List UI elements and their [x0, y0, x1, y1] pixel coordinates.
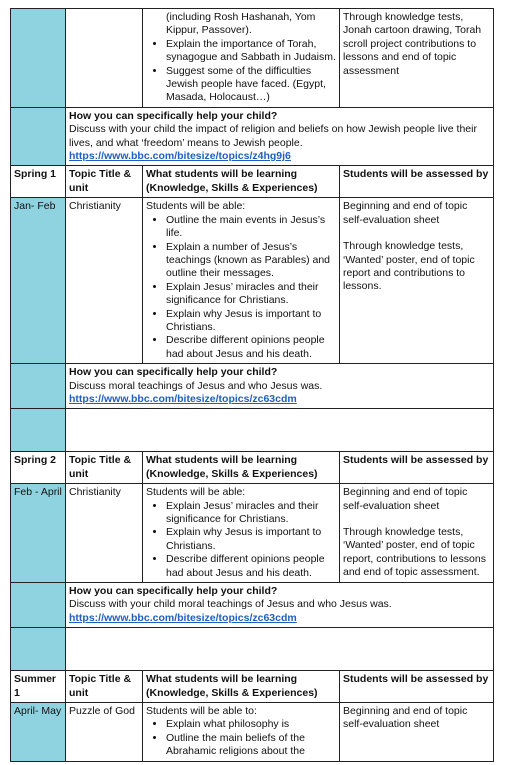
list-item: • Explain a number of Jesus’s teachings (known as Parables) and outline their messages. [166, 241, 336, 281]
assessed-cell [340, 198, 494, 364]
topic-header: Topic Title & unit [66, 166, 143, 198]
assessed-text: Beginning and end of topic self-evaluation sheet [343, 486, 468, 512]
learning-intro: Students will be able to: [146, 705, 257, 718]
list-item: • Explain Jesus’ miracles and their significance for Christians. [166, 500, 336, 527]
list-item: • Explain the importance of Torah, synagogue and Sabbath in Judaism. [166, 38, 336, 65]
learning-cell [143, 9, 340, 108]
learning-cell [143, 198, 340, 364]
spacer-row [11, 628, 494, 671]
list-item: • Describe different opinions people had about Jesus and his death. [166, 334, 336, 361]
side-cell [11, 364, 66, 409]
assessed-header: Students will be assessed by [340, 452, 494, 484]
help-title: How you can specifically help your child? [69, 585, 278, 598]
help-title: How you can specifically help your child? [69, 366, 278, 379]
section-content-row [11, 703, 494, 762]
learning-header: What students will be learning (Knowledge, Skills & Experiences) [143, 166, 340, 198]
help-text: Discuss with your child the impact of religion and beliefs on how Jewish people live their lives, and what ‘freedom’ means to Jewish people. [69, 123, 477, 149]
topic-title: Puzzle of God [66, 703, 143, 762]
learning-cell [143, 703, 340, 762]
help-cell [66, 364, 494, 409]
learning-intro: Students will be able: [146, 486, 246, 499]
list-item: • Explain what philosophy is [166, 718, 336, 731]
dates-cell: Feb - April [11, 484, 66, 583]
help-link[interactable]: https://www.bbc.com/bitesize/topics/z4hg9j6 [69, 150, 291, 163]
help-text: Discuss with your child moral teachings of Jesus and who Jesus was. [69, 598, 392, 611]
term-label: Spring 1 [11, 166, 66, 198]
topic-header: Topic Title & unit [66, 671, 143, 703]
side-cell [11, 583, 66, 628]
list-item: • Describe different opinions people had about Jesus and his death. [166, 553, 336, 580]
help-cell [66, 583, 494, 628]
section-content-row [11, 484, 494, 583]
side-cell [11, 628, 66, 671]
assessed-header: Students will be assessed by [340, 671, 494, 703]
assessed-text: Through knowledge tests, Jonah cartoon drawing, Torah scroll project contributions to lessons and end of topic assessment [343, 11, 482, 77]
term-label: Spring 2 [11, 452, 66, 484]
help-title: How you can specifically help your child? [69, 109, 278, 122]
assessed-text: Beginning and end of topic self-evaluation sheet [343, 200, 468, 226]
assessed-cell [340, 484, 494, 583]
help-row [11, 364, 494, 409]
learning-header: What students will be learning (Knowledge, Skills & Experiences) [143, 452, 340, 484]
list-item: • Explain Jesus’ miracles and their significance for Christians. [166, 281, 336, 308]
assessed-header: Students will be assessed by [340, 166, 494, 198]
learning-cont-list [146, 11, 336, 38]
topic-title: Christianity [66, 198, 143, 364]
topic-title: Christianity [66, 484, 143, 583]
help-row [11, 583, 494, 628]
dates-cell: April- May [11, 703, 66, 762]
list-item: (including Rosh Hashanah, Yom Kippur, Passover). [166, 11, 316, 37]
help-link[interactable]: https://www.bbc.com/bitesize/topics/zc63cdm [69, 611, 297, 624]
list-item: • Outline the main events in Jesus’s life. [166, 214, 336, 241]
list-item: • Outline the main beliefs of the Abrahamic religions about the [166, 732, 336, 759]
help-row [11, 107, 494, 166]
curriculum-document [10, 8, 493, 762]
section-header-row [11, 452, 494, 484]
help-text: Discuss moral teachings of Jesus and who Jesus was. [69, 379, 323, 392]
learning-list [146, 214, 336, 361]
help-cell [66, 107, 494, 166]
curriculum-table [10, 8, 494, 762]
spacer-cell [66, 409, 494, 452]
learning-list [146, 500, 336, 580]
assessed-cell [340, 9, 494, 108]
side-cell [11, 107, 66, 166]
spacer-cell [66, 628, 494, 671]
side-cell [11, 409, 66, 452]
section-header-row [11, 166, 494, 198]
section-content-row [11, 198, 494, 364]
list-item: • Explain why Jesus is important to Christians. [166, 526, 336, 553]
learning-list [146, 718, 336, 758]
assessed-text: Beginning and end of topic self-evaluation sheet [343, 705, 468, 731]
help-link[interactable]: https://www.bbc.com/bitesize/topics/zc63cdm [69, 392, 297, 405]
learning-cell [143, 484, 340, 583]
side-cell [11, 9, 66, 108]
learning-list [146, 38, 336, 105]
assessed-text: Through knowledge tests, ‘Wanted’ poster, end of topic report and contributions to lessons. [343, 240, 475, 293]
assessed-text: Through knowledge tests, ‘Wanted’ poster, end of topic report, contributions to lessons and end of topic assessment. [343, 526, 486, 579]
list-item: • Suggest some of the difficulties Jewish people have faced. (Egypt, Masada, Holocaust…) [166, 65, 336, 105]
term-label: Summer 1 [11, 671, 66, 703]
list-item: • Explain why Jesus is important to Christians. [166, 308, 336, 335]
assessed-cell [340, 703, 494, 762]
topic-header: Topic Title & unit [66, 452, 143, 484]
spacer-row [11, 409, 494, 452]
section-header-row [11, 671, 494, 703]
learning-intro: Students will be able: [146, 200, 246, 213]
topic-cell [66, 9, 143, 108]
learning-header: What students will be learning (Knowledge, Skills & Experiences) [143, 671, 340, 703]
top-content-row [11, 9, 494, 108]
dates-cell: Jan- Feb [11, 198, 66, 364]
